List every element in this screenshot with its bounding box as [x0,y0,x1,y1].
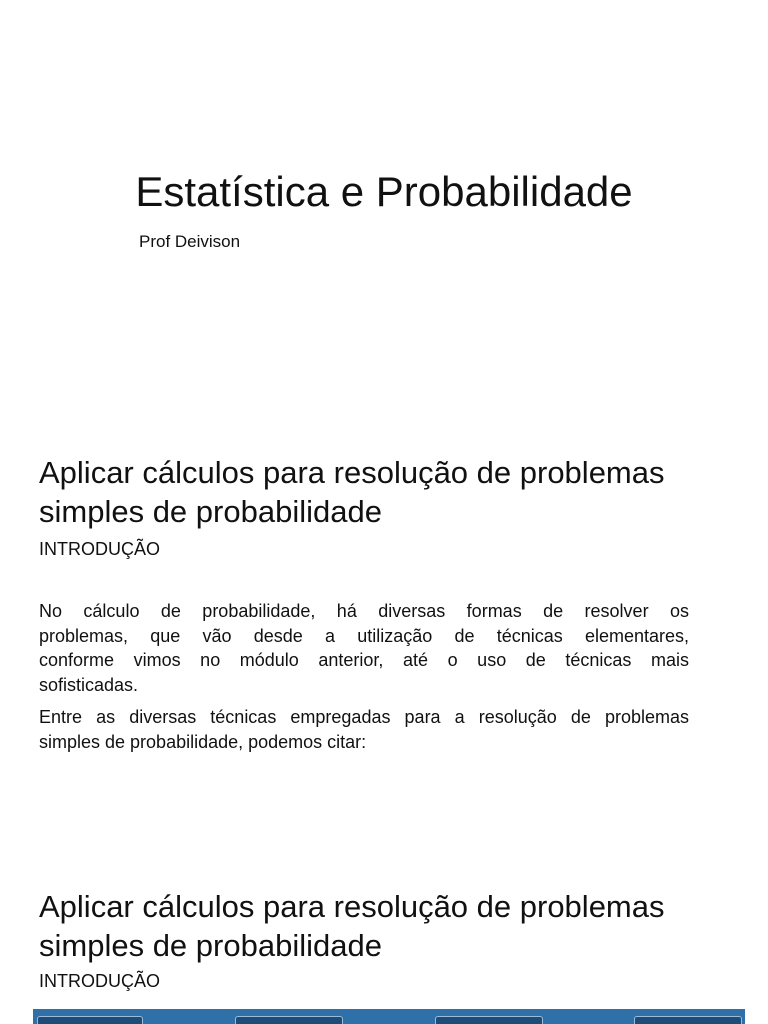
diagram-strip [33,1009,745,1024]
slide-1 [0,0,768,432]
paragraph-line: problemas, que vão desde a utilização de técnicas elementares, [39,625,689,646]
slide-3 [0,864,768,1024]
paragraph-line: simples de probabilidade, podemos citar: [39,731,367,752]
slide-title: Aplicar cálculos para resolução de problemas simples de probabilidade [39,889,665,963]
section-label: INTRODUÇÃO [39,539,160,559]
slide-title: Estatística e Probabilidade [135,168,633,215]
slide-title: Aplicar cálculos para resolução de problemas simples de probabilidade [39,455,665,529]
paragraph [39,705,689,754]
section-label: INTRODUÇÃO [39,971,160,991]
paragraph [39,599,689,698]
paragraph-line: sofisticadas. [39,675,139,696]
paragraph-line: Entre as diversas técnicas empregadas para a resolução de problemas [39,707,689,727]
diagram-box [37,1016,143,1024]
diagram-box [435,1016,543,1024]
slide-subtitle: Prof Deivison [139,232,241,251]
diagram-box [634,1016,742,1024]
diagram-box [235,1016,343,1024]
slide-2 [0,432,768,864]
paragraph-line: No cálculo de probabilidade, há diversas formas de resolver os [39,601,689,621]
paragraph-line: conforme vimos no módulo anterior, até o uso de técnicas mais [39,650,689,671]
